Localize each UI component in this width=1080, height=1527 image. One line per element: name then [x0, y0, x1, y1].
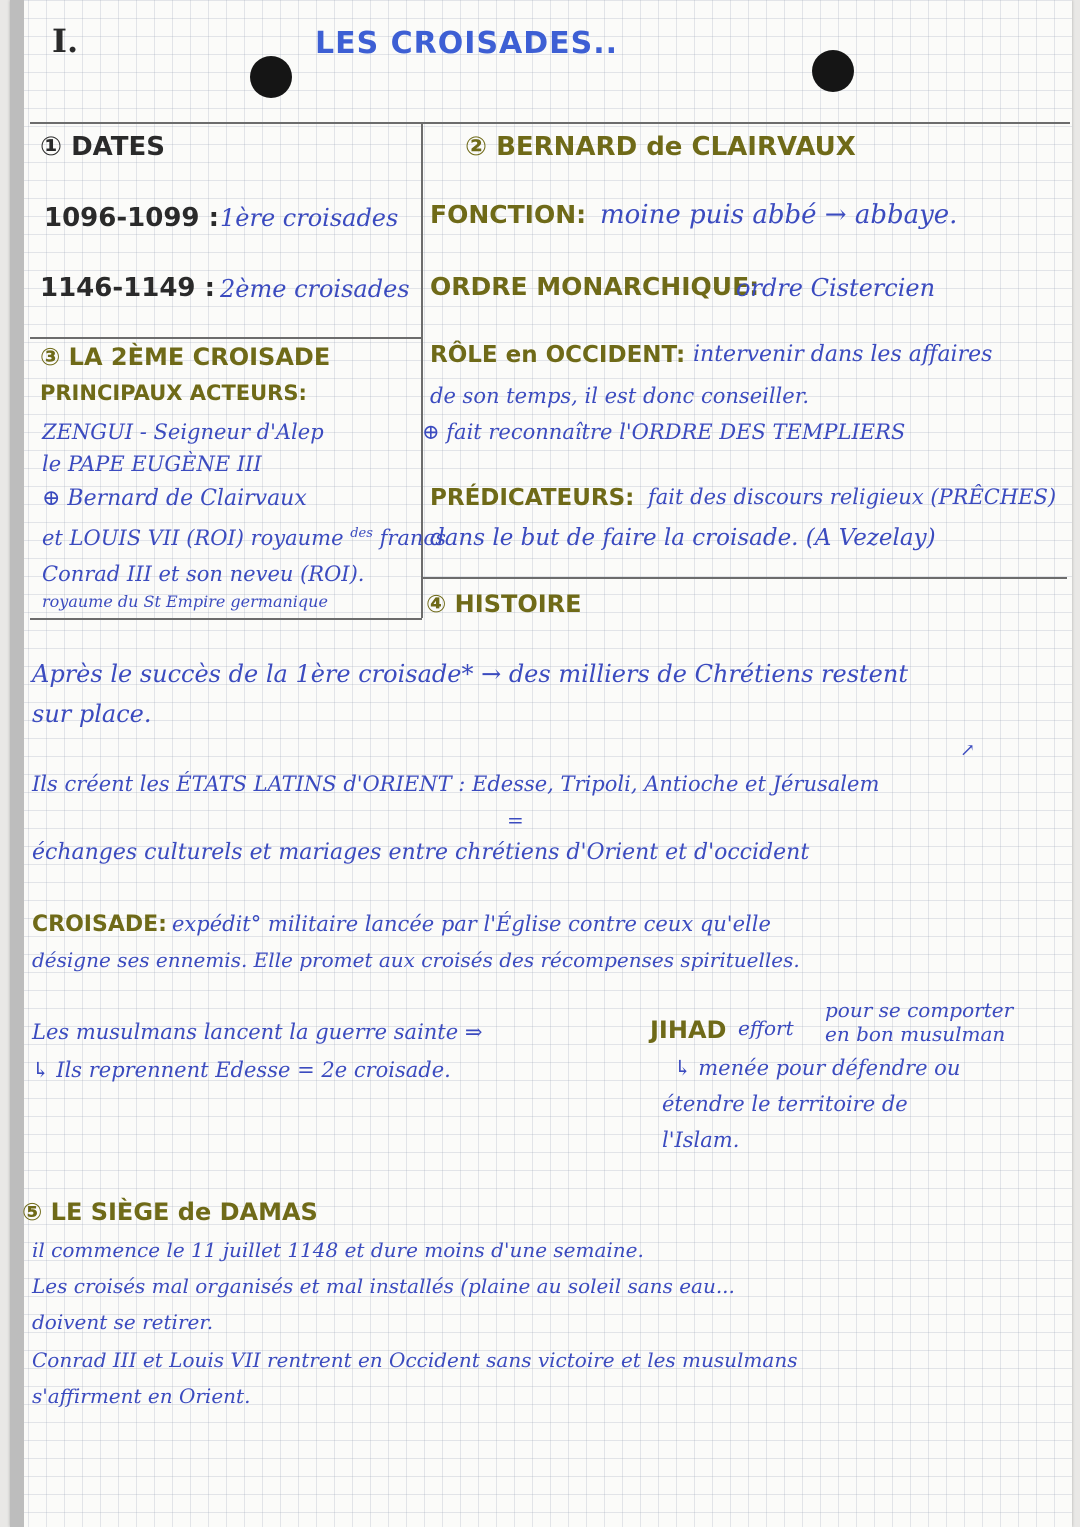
jihad-label: JIHAD: [650, 1016, 727, 1044]
musulmans-line1: Les musulmans lancent la guerre sainte ⇒: [32, 1020, 483, 1044]
page-binding-strip: [10, 0, 24, 1527]
dates-bottom-line: [30, 337, 422, 339]
jihad-line5: l'Islam.: [662, 1128, 740, 1152]
jihad-line4: étendre le territoire de: [662, 1092, 908, 1116]
date-label-first: 1ère croisades: [220, 204, 399, 232]
table-top-line: [30, 122, 1070, 124]
histoire-p2: Ils créent les ÉTATS LATINS d'ORIENT : Edesse, Tripoli, Antioche et Jérusalem: [32, 772, 880, 796]
siege-line4: Conrad III et Louis VII rentrent en Occident sans victoire et les musulmans: [32, 1348, 798, 1372]
predicateurs-label: PRÉDICATEURS:: [430, 485, 635, 511]
acteur-louis-francs: francs: [379, 526, 446, 550]
ordre-label: ORDRE MONARCHIQUE:: [430, 272, 760, 301]
acteur-louis-sup: des: [350, 526, 373, 541]
siege-line5: s'affirment en Orient.: [32, 1384, 251, 1408]
bernard-bottom-line: [422, 577, 1067, 579]
siege-line3: doivent se retirer.: [32, 1310, 214, 1334]
siege-title: ⑤ LE SIÈGE de DAMAS: [22, 1198, 318, 1226]
role-label: RÔLE en OCCIDENT:: [430, 342, 686, 368]
siege-line1: il commence le 11 juillet 1148 et dure moins d'une semaine.: [32, 1238, 644, 1262]
jihad-bon-musulman: en bon musulman: [825, 1022, 1006, 1046]
predicateurs-text-1: fait des discours religieux (PRÊCHES): [648, 485, 1057, 509]
acteurs-title: ③ LA 2ÈME CROISADE: [40, 343, 331, 371]
fonction-label: FONCTION:: [430, 200, 587, 229]
croisade-label: CROISADE:: [32, 912, 167, 937]
jihad-line3: ↳ menée pour défendre ou: [674, 1056, 961, 1080]
jihad-pour: pour se comporter: [825, 998, 1014, 1022]
croisade-definition-1: expédit° militaire lancée par l'Église contre ceux qu'elle: [172, 912, 771, 936]
notebook-page: [10, 0, 1072, 1527]
acteur-pape: le PAPE EUGÈNE III: [42, 452, 262, 476]
acteurs-subtitle: PRINCIPAUX ACTEURS:: [40, 381, 307, 405]
histoire-p1-line1: Après le succès de la 1ère croisade* → des milliers de Chrétiens restent: [32, 660, 908, 688]
acteur-louis: [42, 526, 446, 550]
section-numeral: I.: [52, 22, 79, 60]
ordre-text: ordre Cistercien: [736, 274, 936, 302]
date-range-first: 1096-1099 :: [44, 203, 219, 233]
dates-title: ① DATES: [40, 132, 165, 162]
role-text-2: de son temps, il est donc conseiller.: [430, 384, 810, 408]
role-text-1: intervenir dans les affaires: [693, 342, 993, 367]
date-range-second: 1146-1149 :: [40, 273, 215, 303]
jihad-effort: effort: [738, 1016, 794, 1040]
siege-line2: Les croisés mal organisés et mal installés (plaine au soleil sans eau...: [32, 1274, 735, 1298]
histoire-p3: échanges culturels et mariages entre chrétiens d'Orient et d'occident: [32, 840, 810, 865]
acteur-zengui: ZENGUI - Seigneur d'Alep: [42, 420, 324, 444]
predicateurs-text-2: dans le but de faire la croisade. (A Vezelay): [430, 525, 936, 551]
histoire-p2-arrow: ↗: [960, 740, 976, 761]
role-text-3: ⊕ fait reconnaître l'ORDRE DES TEMPLIERS: [422, 420, 906, 444]
acteur-louis-text: et LOUIS VII (ROI) royaume: [42, 526, 344, 550]
croisade-definition-2: désigne ses ennemis. Elle promet aux croisés des récompenses spirituelles.: [32, 948, 800, 972]
acteur-conrad: Conrad III et son neveu (ROI).: [42, 562, 365, 586]
acteurs-bottom-line: [30, 618, 422, 620]
acteur-empire: royaume du St Empire germanique: [42, 592, 328, 611]
punch-hole-left: [250, 56, 292, 98]
histoire-title: ④ HISTOIRE: [426, 590, 582, 618]
acteur-bernard: ⊕ Bernard de Clairvaux: [42, 486, 307, 511]
punch-hole-right: [812, 50, 854, 92]
page-title: LES CROISADES..: [315, 26, 619, 61]
fonction-text: moine puis abbé → abbaye.: [600, 200, 958, 230]
date-label-second: 2ème croisades: [220, 275, 410, 303]
musulmans-line2: ↳ Ils reprennent Edesse = 2e croisade.: [32, 1058, 451, 1082]
histoire-p2-equals: =: [507, 808, 524, 832]
bernard-title: ② BERNARD de CLAIRVAUX: [465, 132, 856, 162]
histoire-p1-line2: sur place.: [32, 700, 152, 728]
